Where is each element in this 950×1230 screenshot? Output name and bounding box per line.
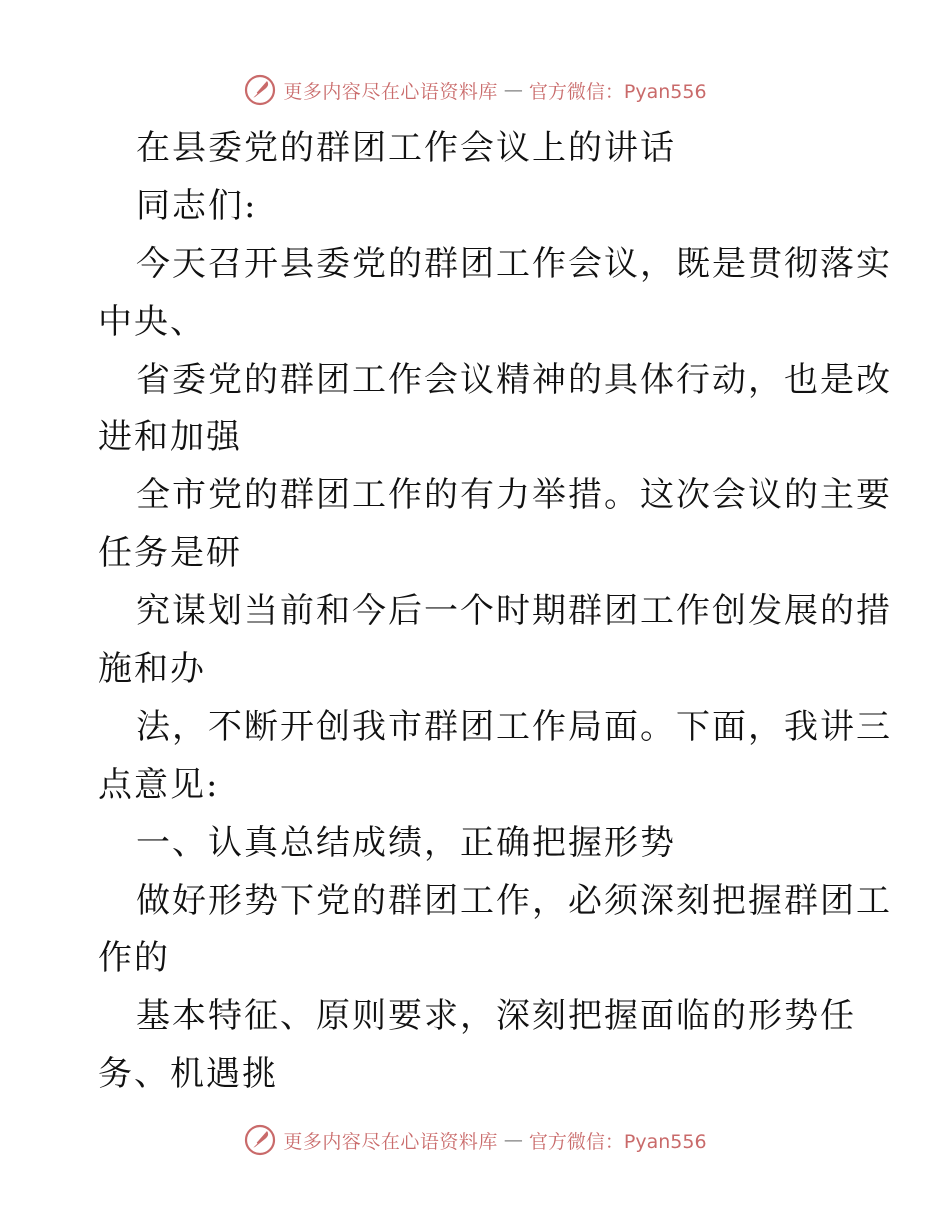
watermark-separator: — xyxy=(503,79,523,101)
doc-line: 进和加强 xyxy=(98,417,242,458)
watermark-contact: 官方微信：Pyan556 xyxy=(528,1130,707,1153)
footer-watermark xyxy=(0,1120,950,1160)
feather-pen-logo-icon xyxy=(243,73,277,107)
watermark-text: 更多内容尽在心语资料库 xyxy=(283,1130,498,1153)
doc-line: 究谋划当前和今后一个时期群团工作创发展的措 xyxy=(136,591,892,632)
doc-line: 中央、 xyxy=(98,301,206,342)
doc-line: 做好形势下党的群团工作，必须深刻把握群团工 xyxy=(136,880,892,921)
doc-line: 任务是研 xyxy=(98,533,242,574)
doc-line: 省委党的群团工作会议精神的具体行动，也是改 xyxy=(136,359,892,400)
doc-line: 同志们: xyxy=(136,185,258,226)
doc-line: 全市党的群团工作的有力举措。这次会议的主要 xyxy=(136,475,892,516)
document-body xyxy=(98,120,892,1104)
doc-line: 法，不断开创我市群团工作局面。下面，我讲三 xyxy=(136,706,892,747)
section-heading: 一、认真总结成绩，正确把握形势 xyxy=(136,822,676,863)
doc-line: 施和办 xyxy=(98,649,206,690)
doc-line: 务、机遇挑 xyxy=(98,1054,278,1095)
doc-line: 今天召开县委党的群团工作会议，既是贯彻落实 xyxy=(136,243,892,284)
feather-pen-logo-icon xyxy=(243,1123,277,1157)
watermark-separator: — xyxy=(503,1129,523,1151)
doc-title: 在县委党的群团工作会议上的讲话 xyxy=(136,128,676,168)
doc-line: 基本特征、原则要求，深刻把握面临的形势任 xyxy=(136,996,856,1037)
doc-line: 点意见: xyxy=(98,764,220,805)
doc-line: 作的 xyxy=(98,938,170,979)
watermark-text: 更多内容尽在心语资料库 xyxy=(283,80,498,103)
header-watermark xyxy=(0,70,950,110)
watermark-contact: 官方微信：Pyan556 xyxy=(528,80,707,103)
